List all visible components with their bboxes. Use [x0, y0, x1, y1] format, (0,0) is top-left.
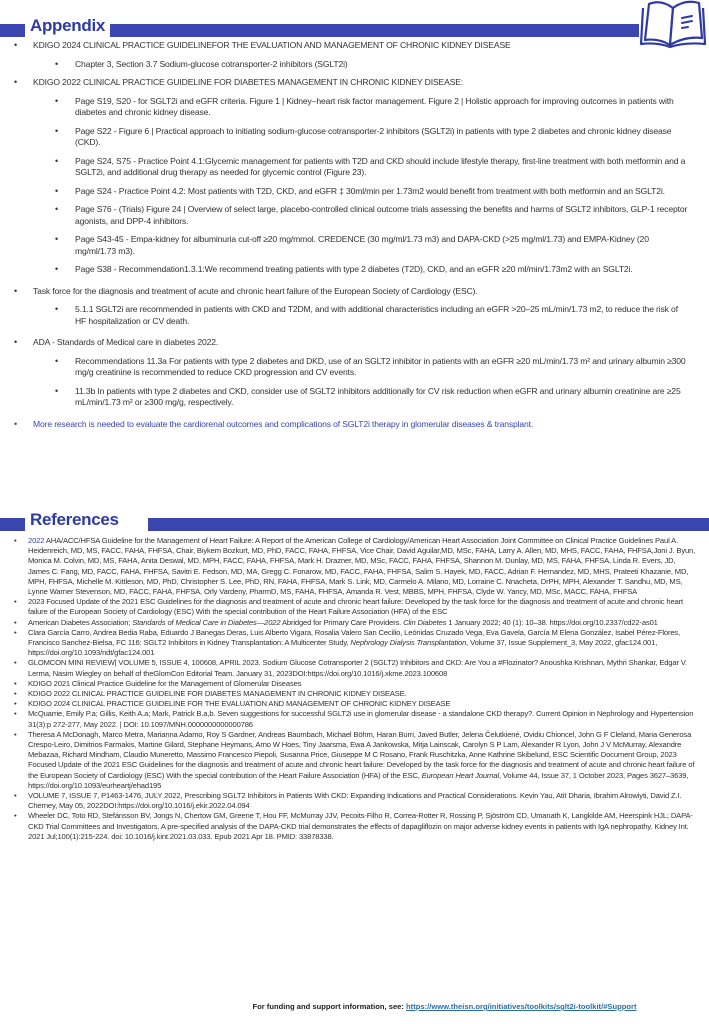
appendix-item — [0, 337, 709, 349]
reference-text: 2023 Focused Update of the 2021 ESC Guidelines for the diagnosis and treatment of acute and chronic heart failure: Developed by the task force for the diagnosis and treatment of acute and chronic heart failure of the European Society of Cardiology (ESC) With the special contribution of the Heart Failure Association (HFA) of the ESC — [28, 597, 683, 617]
appendix-subitem-text: Page S76 - (Trials) Figure 24 | Overview of select large, placebo-controlled clinical outcome trials assessing the benefits and harms of SGLT2 inhibitors, GLP-1 receptor agonists, and DPP-4 inhibitors. — [75, 204, 688, 226]
closing-note-text: More research is needed to evaluate the cardiorenal outcomes and complications of SGLT2i therapy in glomerular diseases & transplant. — [33, 418, 534, 429]
reference-text: Theresa A McDonagh, Marco Metra, Marianna Adamo, Roy S Gardner, Andreas Baumbach, Michael Böhm, Haran Burri, Javed Butler, Jelena Čelutkienė, Ovidiu Chioncel, John G F Cleland, Maria Generosa Crespo-Leiro, Dimitrios Farmakis, Martine Gilard, Stephane Heymans, Arno W Hoes, Tiny Jaarsma, Ewa A Jankowska, Mitja Lainscak, Carolyn S P Lam, Alexander R Lyon, John J V McMurray, Alexandre Mebazaa, Richard Mindham, Claudio Muneretto, Massimo Francesco Piepoli, Susanna Price, Giuseppe M C Rosano, Frank Ruschitzka, Anne Kathrine Skibelund, ESC Scientific Document Group, 2023 Focused Update of the 2021 ESC Guidelines for the diagnosis and treatment of acute and chronic heart failure: Developed by the task force for the diagnosis and treatment of acute and chronic heart failure of the European Society of Cardiology (ESC) With the special contribution of the Heart Failure Association (HFA) of the ESC, — [28, 729, 695, 780]
appendix-closing-note — [0, 419, 709, 431]
bullet-icon: • — [14, 418, 18, 429]
reference-text: VOLUME 7, ISSUE 7, P1463-1476, JULY 2022, Prescribing SGLT2 Inhibitors in Patients With CKD: Expanding Indications and Practical Considerations. Kevin Yau, Atit Dharia, Ibrahim Alrowiyti, David Z.I. Cherney, May 05, 2022DOI:https://doi.org/10.1016/j.ekir.2022.04.094 — [28, 791, 682, 811]
reference-text: 1 January 2022; 40 (1): 10–38. https://doi.org/10.2337/cd22-as01 — [446, 617, 658, 627]
reference-text: Clara García Carro, Andrea Bedia Raba, Eduardo J Banegas Deras, Luis Alberto Vigara, Rosalia Valero San Cecilio, Leónidas Cruzado Vega, Eva Gavela, García M Elena González, Isabel Pérez-Flores, Francisco Sanchez-Bielsa, FC 116: SGLT2 Inhibitors in Kidney Transplantation: A Multicenter Study, — [28, 627, 681, 648]
appendix-subitem-text: Page S38 - Recommendation1.3.1:We recommend treating patients with type 2 diabetes (T2D), CKD, and an eGFR ≥20 ml/min/1.73m2 with an SGLT2i. — [75, 264, 633, 274]
bullet-icon: • — [55, 95, 59, 106]
appendix-subitem-text: Page S24 - Practice Point 4.2: Most patients with T2D, CKD, and eGFR ‡ 30ml/min per 1.73m2 would benefit from treatment with both metformin and an SGLT2i. — [75, 185, 665, 196]
appendix-subitem — [0, 96, 709, 119]
reference-title-italic: Standards of Medical Care in Diabetes—2022 — [132, 617, 281, 627]
appendix-subitem — [0, 356, 709, 379]
references-header — [0, 510, 709, 534]
bullet-icon: • — [14, 689, 17, 699]
reference-text: McQuarrie, Emily P.a; Gillis, Keith A.a; Mark, Patrick B.a,b. Seven suggestions for successful SGLT2i use in glomerular disease - a standalone CKD therapy?. Current Opinion in Nephrology and Hypertension 31(3):p 272-277, May 2022. | DOI: 10.1097/MNH.0000000000000786 — [28, 709, 694, 729]
appendix-item — [0, 286, 709, 298]
appendix-subitem-text: Chapter 3, Section 3.7 Sodium-glucose cotransporter-2 inhibitors (SGLT2i) — [75, 58, 348, 69]
section-title-appendix: Appendix — [30, 16, 106, 35]
reference-item — [0, 618, 709, 628]
reference-item — [0, 730, 709, 791]
bullet-icon: • — [14, 709, 17, 719]
reference-text: , Volume 44, Issue 37, 1 October 2023, Pages 3627–3639, https://doi.org/10.1093/eurheartj/ehad195 — [28, 770, 689, 790]
reference-item — [0, 811, 709, 842]
appendix-subitem-text: Recommendations 11.3a For patients with type 2 diabetes and DKD, use of an SGLT2 inhibitor in patients with an eGFR ≥20 mL/min/1.73 m² and urinary albumin ≥300 mg/g creatinine is recommended to reduce CKD progression and CV events. — [75, 355, 686, 377]
reference-text: , Volume 37, Issue Supplement_3, May 2022, gfac124.001, https://doi.org/10.1093/ndt/gfac124.001 — [28, 638, 658, 658]
bullet-icon: • — [55, 385, 59, 396]
reference-journal-italic: Nephrology Dialysis Transplantation — [350, 638, 467, 648]
footer-label: For funding and support information, see: — [252, 1002, 407, 1011]
appendix-subitem — [0, 156, 709, 179]
bullet-icon: • — [14, 597, 17, 607]
appendix-subitem-text: Page S19, S20 - for SGLT2i and eGFR criteria. Figure 1 | Kidney–heart risk factor management. Figure 2 | Holistic approach for improving outcomes in patients with diabetes and chronic kidney disease. — [75, 95, 674, 117]
bullet-icon: • — [14, 791, 17, 801]
appendix-subitem — [0, 186, 709, 198]
bullet-icon: • — [14, 617, 17, 627]
support-link[interactable]: https://www.theisn.org/initiatives/toolkits/sglt2i-toolkit/#Support — [406, 1002, 637, 1011]
reference-text: Abridged for Primary Care Providers. — [280, 617, 404, 627]
appendix-subitem — [0, 386, 709, 409]
appendix-item-text: KDIGO 2022 CLINICAL PRACTICE GUIDELINE FOR DIABETES MANAGEMENT IN CHRONIC KIDNEY DISEASE: — [33, 77, 464, 87]
appendix-subitem-text: Page S24, S75 - Practice Point 4.1:Glycemic management for patients with T2D and CKD should include lifestyle therapy, first-line treatment with both metformin and a SGLT2i, and additional drug therapy as needed for glycemic control (Figure 23). — [75, 155, 686, 177]
bullet-icon: • — [14, 658, 17, 668]
bullet-icon: • — [55, 264, 59, 274]
reference-item — [0, 658, 709, 678]
reference-item — [0, 689, 709, 699]
appendix-subitem-text: Page S22 - Figure 6 | Practical approach to initiating sodium-glucose cotransporter-2 inhibitors (SGLT2i) in patients with type 2 diabetes and chronic kidney disease (CKD). — [75, 125, 672, 147]
reference-item — [0, 597, 709, 617]
reference-text: KDIGO 2021 Clinical Practice Guideline for the Management of Glomerular Diseases — [28, 678, 302, 688]
reference-text: KDIGO 2024 CLINICAL PRACTICE GUIDELINE FOR THE EVALUATION AND MANAGEMENT OF CHRONIC KIDNEY DISEASE — [28, 699, 451, 709]
bullet-icon: • — [55, 304, 59, 314]
header-bar-right — [110, 24, 650, 37]
reference-journal-italic: Clin Diabetes — [403, 617, 447, 627]
reference-text: KDIGO 2022 CLINICAL PRACTICE GUIDELINE FOR DIABETES MANAGEMENT IN CHRONIC KIDNEY DISEASE. — [28, 689, 407, 699]
bullet-icon: • — [14, 337, 18, 347]
bullet-icon: • — [55, 234, 59, 244]
appendix-subitem-text: Page S43-45 - Empa-kidney for albuminuria cut-off ≥20 mg/mmol. CREDENCE (30 mg/ml/1.73 m3) and DAPA-CKD (>25 mg/ml/1.73) and EMPA-Kidney (20 mg/ml/1.73 m3). — [75, 234, 649, 256]
appendix-subitem — [0, 204, 709, 227]
reference-item — [0, 791, 709, 811]
reference-item — [0, 709, 709, 729]
header-bar-right — [148, 518, 709, 531]
bullet-icon: • — [14, 536, 17, 545]
appendix-item-text: Task force for the diagnosis and treatment of acute and chronic heart failure of the European Society of Cardiology (ESC). — [33, 285, 478, 296]
bullet-icon: • — [55, 204, 59, 214]
appendix-subitem-text: 11.3b In patients with type 2 diabetes and CKD, consider use of SGLT2 inhibitors additionally for CV risk reduction when eGFR and urinary albumin creatinine are ≥25 mL/min/1.73 m² or ≥300 mg/g, respectively. — [75, 385, 681, 407]
reference-text: GLOMCON MINI REVIEW| VOLUME 5, ISSUE 4, 100608, APRIL 2023. Sodium Glucose Cotransporter 2 (SGLT2) Inhibitors and CKD: Are You a #Flozinator? Anoushka Krishnan, Mythri Shankar, Edgar V. Lerma, Nasim Wiegley on behalf of theGlomCon Editorial Team. January 31, 2023DOI:https://doi.org/10.1016/j.xkme.2023.100608 — [28, 658, 687, 678]
header-bar-left — [0, 24, 25, 37]
reference-item — [0, 536, 709, 597]
appendix-subitem — [0, 264, 709, 276]
reference-text: American Diabetes Association; — [28, 617, 133, 627]
appendix-subitem — [0, 234, 709, 257]
bullet-icon: • — [14, 699, 17, 709]
section-title-references: References — [30, 510, 119, 529]
reference-item — [0, 628, 709, 659]
bullet-icon: • — [55, 155, 59, 166]
appendix-item — [0, 77, 709, 89]
reference-year-link[interactable]: 2022 — [28, 536, 45, 545]
appendix-subitem-text: 5.1.1 SGLT2i are recommended in patients with CKD and T2DM, and with additional characteristics including an eGFR >20–25 mL/min/1.73 m2, to reduce the risk of HF hospitalization or CV death. — [75, 304, 678, 326]
reference-text: Wheeler DC, Toto RD, Stefánsson BV, Jongs N, Chertow GM, Greene T, Hou FF, McMurray JJV, Pecoits-Filho R, Correa-Rotter R, Rossing P, Sjöström CD, Umanath K, Langkilde AM, Heerspink HJL; DAPA-CKD Trial Committees and Investigators. A pre-specified analysis of the DAPA-CKD trial demonstrates the effects of dapagliflozin on major adverse kidney events in patients with IgA nephropathy. Kidney Int. 2021 Jul;100(1):215-224. doi: 10.1016/j.kint.2021.03.033. Epub 2021 Apr 18. PMID: 33878338. — [28, 811, 693, 841]
bullet-icon: • — [14, 627, 17, 637]
reference-item — [0, 699, 709, 709]
appendix-list — [0, 40, 709, 437]
bullet-icon: • — [55, 125, 59, 136]
appendix-item-text: KDIGO 2024 CLINICAL PRACTICE GUIDELINEFOR THE EVALUATION AND MANAGEMENT OF CHRONIC KIDNEY DISEASE — [33, 40, 511, 50]
bullet-icon: • — [14, 729, 17, 739]
bullet-icon: • — [14, 811, 17, 821]
appendix-item — [0, 40, 709, 52]
bullet-icon: • — [55, 185, 59, 196]
reference-item — [0, 679, 709, 689]
footer — [0, 1002, 709, 1011]
bullet-icon: • — [55, 355, 59, 366]
appendix-subitem — [0, 59, 709, 71]
appendix-subitem — [0, 304, 709, 327]
bullet-icon: • — [14, 678, 17, 688]
appendix-subitem — [0, 126, 709, 149]
bullet-icon: • — [14, 77, 18, 87]
references-list — [0, 536, 709, 842]
appendix-header — [0, 16, 709, 40]
bullet-icon: • — [14, 40, 18, 50]
header-bar-left — [0, 518, 25, 531]
bullet-icon: • — [14, 285, 18, 296]
reference-text: AHA/ACC/HFSA Guideline for the Management of Heart Failure: A Report of the American College of Cardiology/American Heart Association Joint Committee on Clinical Practice Guidelines Paul A. Heidenreich, MD, MS, FACC, FAHA, FHFSA, Chair, Biykem Bozkurt, MD, PhD, FACC, FAHA, FHFSA, Vice Chair, David Aguilar,MD, MSc, FAHA, Larry A. Allen, MD, MHS, FACC, FAHA, FHFSA,Joni J. Byun, Monica M. Colvin, MD, MS, FAHA, Anita Deswal, MD, MPH, FACC, FAHA, FHFSA, Mark H. Drazner, MD, MSc, FACC, FAHA, FHFSA, Shannon M. Dunlay, MD, MS, FAHA, FHFSA, Linda R. Evers, JD, James C. Fang, MD, FACC, FAHA, FHFSA, Savitri E. Fedson, MD, MA, Gregg C. Fonarow, MD, FACC, FAHA, FHFSA, Salim S. Hayek, MD, FACC, Adrian F. Hernandez, MD, MHS, Prateeti Khazanie, MD, MPH, FHFSA, Michelle M. Kittleson, MD, PhD, Christopher S. Lee, PhD, RN, FAHA, FHFSA, Mark S. Link, MD, Carmelo A. Milano, MD, Lorraine C. Nnacheta, DrPH, MPH, Alexander T. Sandhu, MD, MS, Lynne Warner Stevenson, MD, FACC, FAHA, FHFSA, Orly Vardeny, PharmD, MS, FAHA, FHFSA, Amanda R. Vest, MBBS, MPH, FHFSA, Clyde W. Yancy, MD, MSc, MACC, FAHA, FHFSA — [28, 536, 696, 597]
reference-journal-italic: European Heart Journal — [421, 770, 499, 780]
bullet-icon: • — [55, 58, 59, 69]
appendix-item-text: ADA - Standards of Medical care in diabetes 2022. — [33, 337, 219, 347]
